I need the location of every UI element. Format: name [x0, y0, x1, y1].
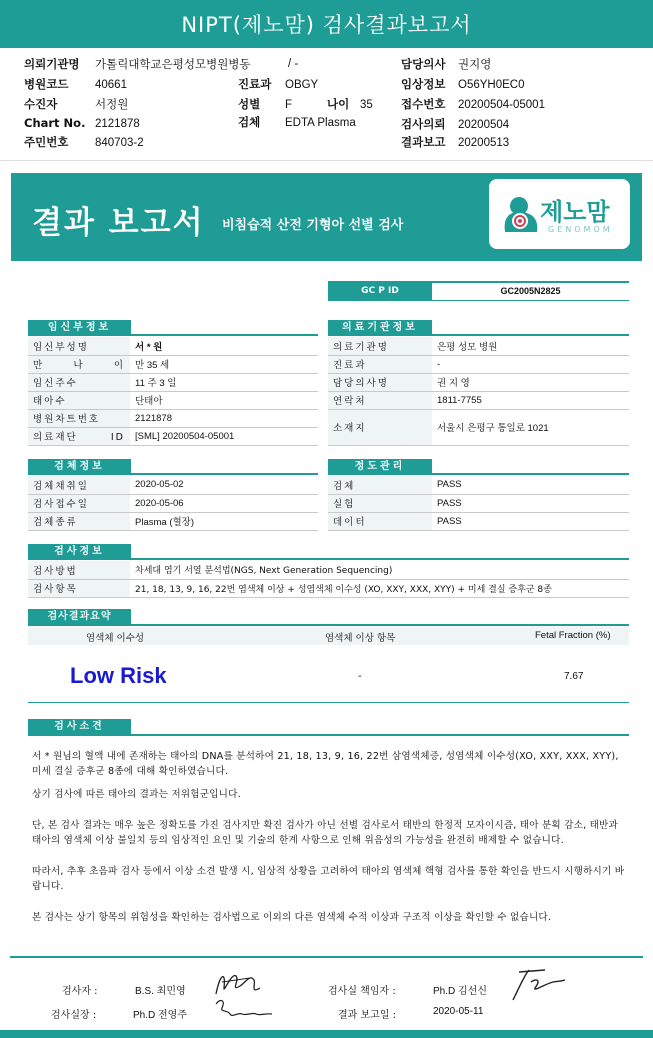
lab-head-signature	[212, 996, 274, 1024]
chart-label: Chart No.	[24, 116, 86, 130]
institution-doctor-key: 담당의사명	[328, 373, 432, 391]
genomom-logo-word: 제노맘	[540, 198, 610, 226]
fetal-fraction-value: 7.67	[564, 671, 584, 682]
clinical-label: 임상정보	[401, 77, 446, 91]
lab-head-label: 검사실장 :	[51, 1010, 97, 1021]
summary-title: 검사결과요약	[28, 609, 131, 625]
foundation-id-value: [SML] 20200504-05001	[130, 427, 318, 445]
table-row	[328, 494, 629, 512]
summary-header-row	[28, 627, 629, 645]
qc-specimen-key: 검체	[328, 476, 432, 494]
table-row	[28, 391, 318, 409]
table-row	[328, 409, 629, 445]
test-info-table	[28, 561, 629, 598]
hospital-chart-key: 병원차트번호	[28, 409, 130, 427]
sex-value: F	[285, 99, 293, 111]
genomom-logo-sub: GENOMOM	[548, 225, 613, 234]
hospital-label: 의뢰기관명	[24, 57, 80, 71]
receipt-value: 20200504-05001	[458, 99, 545, 111]
doctor-label: 담당의사	[401, 57, 446, 71]
institution-doctor-value: 권 지 영	[432, 373, 629, 391]
specimen-value: EDTA Plasma	[285, 117, 356, 129]
table-row	[28, 427, 318, 445]
collection-date-key: 검체채취일	[28, 476, 130, 494]
pregnant-info-title: 임신부정보	[28, 320, 131, 336]
lab-manager-value: Ph.D 김선신	[433, 986, 487, 997]
bottom-accent-strip	[0, 1030, 653, 1038]
institution-address-key: 소재지	[328, 409, 432, 445]
report-date-label: 결과보고	[401, 135, 446, 149]
table-row	[328, 476, 629, 494]
pregnant-age-value: 만 35 세	[130, 355, 318, 373]
fetus-count-value: 단태아	[130, 391, 318, 409]
foundation-id-key: 의료재단 ID	[28, 427, 130, 445]
report-date-sig-label: 결과 보고일 :	[338, 1010, 397, 1021]
table-row	[328, 373, 629, 391]
request-label: 검사의뢰	[401, 117, 446, 131]
test-method-value: 차세대 염기 서열 분석법(NGS, Next Generation Sequencing)	[130, 561, 629, 579]
abnormal-item-value: -	[358, 671, 362, 682]
doctor-value: 권지영	[458, 59, 492, 71]
resident-value: 840703-2	[95, 137, 144, 149]
test-items-key: 검사항목	[28, 579, 130, 597]
risk-result: Low Risk	[70, 663, 167, 688]
findings-paragraph-1: 서 * 원님의 혈액 내에 존재하는 태아의 DNA를 분석하여 21, 18, 13, 9, 16, 22번 삼염색체증, 성염색체 이수성(XO, XXY, XXX, XYY), 미세 결실 증후군 8종에 대해 확인하였습니다.	[32, 751, 619, 777]
qc-info-table	[328, 476, 629, 531]
pregnant-name-key: 임신부성명	[28, 337, 130, 355]
report-date-sig-value: 2020-05-11	[433, 1006, 484, 1017]
qc-data-value: PASS	[432, 512, 629, 530]
institution-name-key: 의료기관명	[328, 337, 432, 355]
table-row	[28, 561, 629, 579]
lab-head-value: Ph.D 전영주	[133, 1010, 187, 1021]
findings-paragraph-4: 따라서, 추후 초음파 검사 등에서 이상 소견 발생 시, 임상적 상황을 고려하여 태아의 염색체 핵형 검사를 통한 확인을 반드시 시행하시기 바랍니다.	[32, 866, 625, 892]
gestational-age-key: 임신주수	[28, 373, 130, 391]
table-row	[28, 373, 318, 391]
institution-dept-key: 진료과	[328, 355, 432, 373]
fetus-count-key: 태아수	[28, 391, 130, 409]
summary-bottom-rule	[28, 702, 629, 703]
pregnant-age-key: 만 나 이	[28, 355, 130, 373]
qc-specimen-value: PASS	[432, 476, 629, 494]
report-date-value: 20200513	[458, 137, 510, 149]
hospital-code-label: 병원코드	[24, 77, 69, 91]
institution-dept-value: -	[432, 355, 629, 373]
gcpid-label: GC P ID	[328, 283, 432, 300]
request-info-block	[0, 52, 653, 152]
receipt-date-value: 2020-05-06	[130, 494, 318, 512]
table-row	[328, 512, 629, 530]
test-method-key: 검사방법	[28, 561, 130, 579]
tester-label: 검사자 :	[62, 986, 98, 997]
patient-value: 서정원	[95, 99, 129, 111]
age-value: 35	[360, 99, 373, 111]
dept-value: OBGY	[285, 79, 319, 91]
table-row	[28, 337, 318, 355]
collection-date-value: 2020-05-02	[130, 476, 318, 494]
institution-address-value: 서울시 은평구 통일로 1021	[432, 409, 629, 445]
summary-col-fetal-fraction: Fetal Fraction (%)	[535, 630, 611, 641]
resident-label: 주민번호	[24, 135, 69, 149]
findings-paragraph-2: 상기 검사에 따른 태아의 결과는 저위험군입니다.	[32, 789, 241, 800]
specimen-info-title: 검체정보	[28, 459, 131, 475]
lab-manager-signature	[505, 964, 571, 1004]
specimen-info-table	[28, 476, 318, 531]
genomom-logo-icon	[499, 190, 545, 236]
gestational-age-value: 11 주 3 일	[130, 373, 318, 391]
qc-info-title: 정도관리	[328, 459, 432, 475]
patient-label: 수진자	[24, 97, 58, 111]
institution-info-title: 의료기관정보	[328, 320, 432, 336]
specimen-label: 검체	[238, 115, 261, 129]
pregnant-info-table	[28, 337, 318, 446]
dept-label: 진료과	[238, 77, 272, 91]
ward-value: / -	[288, 58, 299, 70]
institution-info-table	[328, 337, 629, 446]
clinical-value: O56YH0EC0	[458, 79, 525, 91]
chart-value: 2121878	[95, 118, 140, 130]
signature-top-rule	[10, 956, 643, 958]
table-row	[28, 476, 318, 494]
qc-experiment-value: PASS	[432, 494, 629, 512]
gcpid-bottom-rule	[328, 300, 629, 301]
test-info-title: 검사정보	[28, 544, 131, 560]
table-row	[328, 355, 629, 373]
qc-experiment-key: 실험	[328, 494, 432, 512]
result-header-subtitle: 비침습적 산전 기형아 선별 검사	[222, 218, 404, 233]
report-main-title: NIPT(제노맘) 검사결과보고서	[0, 0, 653, 48]
specimen-type-value: Plasma (혈장)	[130, 512, 318, 530]
table-row	[328, 391, 629, 409]
specimen-type-key: 검체종류	[28, 512, 130, 530]
request-value: 20200504	[458, 119, 510, 131]
gcpid-value: GC2005N2825	[500, 286, 561, 296]
hospital-code-value: 40661	[95, 79, 127, 91]
tester-value: B.S. 최민영	[135, 986, 186, 997]
hospital-chart-value: 2121878	[130, 409, 318, 427]
findings-title: 검사소견	[28, 719, 131, 735]
hospital-value: 가톨릭대학교은평성모병원병동	[95, 59, 251, 71]
age-label: 나이	[327, 97, 350, 111]
table-row	[28, 579, 629, 597]
result-header-title: 결과 보고서	[32, 205, 205, 241]
findings-paragraph-5: 본 검사는 상기 항목의 위험성을 확인하는 검사법으로 이외의 다른 염색체 수적 이상과 구조적 이상을 확인할 수 없습니다.	[32, 912, 552, 923]
institution-phone-key: 연락처	[328, 391, 432, 409]
qc-data-key: 데이터	[328, 512, 432, 530]
table-row	[28, 512, 318, 530]
pregnant-name-value: 서 * 원	[130, 337, 318, 355]
institution-phone-value: 1811-7755	[432, 391, 629, 409]
table-row	[28, 409, 318, 427]
table-row	[328, 337, 629, 355]
summary-col-abnormal: 염색체 이상 항목	[325, 633, 396, 644]
receipt-label: 접수번호	[401, 97, 446, 111]
table-row	[28, 355, 318, 373]
table-row	[28, 494, 318, 512]
findings-paragraph-3: 단, 본 검사 결과는 매우 높은 정확도를 가진 검사지만 확진 검사가 아닌 선별 검사로서 태반의 한정적 모자이시즘, 태아 분획 감소, 태반과 태아의 염색체 이상 불일치 등의 임상적인 요인 및 기술의 한계 사항으로 인해 위음성의 가능성을 완전히 배제할 수 없습니다.	[32, 820, 618, 846]
sex-label: 성별	[238, 97, 261, 111]
institution-name-value: 은평 성모 병원	[432, 337, 629, 355]
summary-col-aneuploidy: 염색체 이수성	[86, 633, 145, 644]
lab-manager-label: 검사실 책임자 :	[328, 986, 396, 997]
receipt-date-key: 검사접수일	[28, 494, 130, 512]
test-items-value: 21, 18, 13, 9, 16, 22번 염색체 이상 + 성염색체 이수성 (XO, XXY, XXX, XYY) + 미세 결실 증후군 8종	[130, 579, 629, 597]
